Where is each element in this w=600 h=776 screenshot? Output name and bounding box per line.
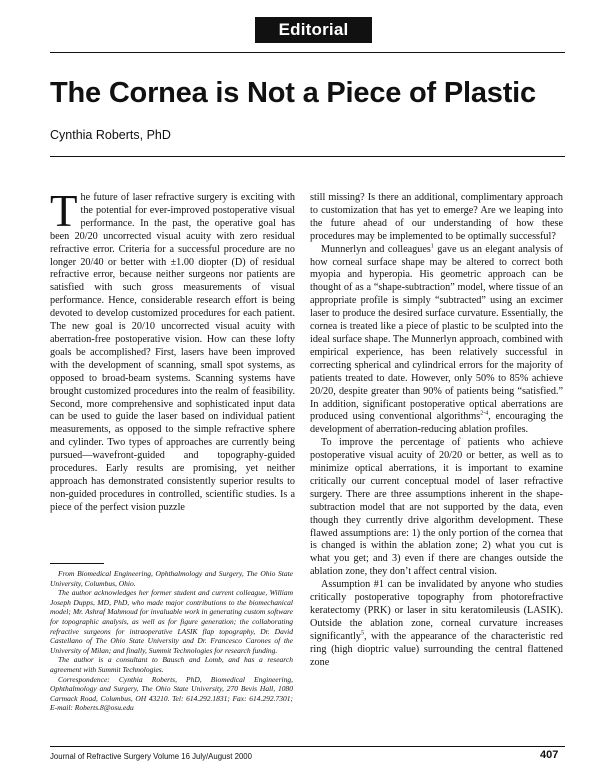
citation-1: 1	[430, 243, 434, 250]
paragraph-3: To improve the percentage of patients who achieve postoperative visual acuity of 20/20 or better, as well as to minimize optical aberrations, it is important to examine critically our current conceptual model of laser refractive surgery. There are three assumptions inherent in the shape-subtraction model that are not supported by the data, even though they currently drive algorithm development. These flawed assumptions are: 1) the only portion of the cornea that is changed is within the ablation zone; 2) what you cut is what you get; and 3) even if there are changes outside the ablation zone, they don’t affect central vision.	[310, 437, 563, 578]
p2-text-a: Munnerlyn and colleagues	[321, 243, 431, 255]
p4-text-a: Assumption #1 can be invalidated by anyone who studies critically postoperative topography from photorefractive keratectomy (PRK) or laser in situ keratomileusis (LASIK). Outside the ablation zone, corneal curvature increases significantly	[310, 579, 563, 642]
footnotes	[50, 569, 293, 713]
footnote-affiliation: From Biomedical Engineering, Ophthalmology and Surgery, The Ohio State University, Columbus, Ohio.	[50, 569, 293, 588]
drop-cap: T	[50, 186, 78, 236]
paragraph-2	[310, 244, 563, 438]
citation-5: 5	[360, 630, 364, 637]
journal-info: Journal of Refractive Surgery Volume 16 July/August 2000	[50, 752, 252, 761]
paragraph-1: still missing? Is there an additional, complimentary approach to customization that has yet to emerge? Are we leaping into the future ahead of our understanding of how these procedures may be implemented to be optimally successful?	[310, 192, 563, 242]
footnote-acknowledgment: The author acknowledges her former student and current colleague, William Joseph Dupps, MD, PhD, who made major contributions to the biomechanical model; Mr. Ashraf Mahmoud for invaluable work in generating custom software for topographic analysis, as well as for figure generation; the collaborating refractive surgeons for intraoperative LASIK flap topography, Dr. David Castellano of The Ohio State University and Dr. Francesco Carones of the University of Milan; and finally, Summit Technologies for research funding.	[50, 588, 293, 655]
title-rule	[50, 156, 565, 157]
footer-rule	[50, 746, 565, 747]
footnote-correspondence: Correspondence: Cynthia Roberts, PhD, Biomedical Engineering, Ophthalmology and Surgery, The Ohio State University, 270 Bevis Hall, 1080 Carmack Road, Columbus, OH 43210. Tel: 614.292.1831; Fax: 614.292.7301; E-mail: Roberts.8@osu.edu	[50, 674, 293, 713]
footnote-disclosure: The author is a consultant to Bausch and Lomb, and has a research agreement with Summit Technologies.	[50, 655, 293, 674]
p2-text-c: , encouraging the development of aberration-reducing ablation profiles.	[310, 411, 563, 436]
footnote-rule	[50, 563, 104, 564]
article-title: The Cornea is Not a Piece of Plastic	[50, 77, 536, 109]
right-column	[310, 192, 563, 670]
article-author: Cynthia Roberts, PhD	[50, 128, 171, 142]
header-rule	[50, 52, 565, 53]
p4-text-b: , with the appearance of the characteristic red ring (high dioptric value) surrounding the central flattened zone	[310, 630, 563, 668]
section-banner: Editorial	[255, 17, 372, 43]
left-column	[50, 186, 295, 515]
citation-2-4: 2-4	[480, 411, 489, 418]
intro-text: he future of laser refractive surgery is exciting with the potential for ever-improved postoperative visual performance. In the past, the operative goal has been 20/20 uncorrected visual acuity with zero residual refractive error. Criteria for a successful procedure are no longer 20/40 or better with ±1.00 diopter (D) of residual refractive error, because neither surgeons nor patients are satisfied with such gross measurements of visual performance. Hence, considerable research effort is being devoted to develop customized procedures for each patient. The new goal is 20/10 uncorrected visual acuity with aberration-free postoperative vision. How can these lofty goals be accomplished? First, lasers have been improved with the development of scanning, small spot systems, as opposed to broad-beam systems. Scanning systems have brought customized procedures into the realm of feasibility. Second, more comprehensive and sophisticated input data can be used to guide the laser based on individual patient measurements, as opposed to the simple refractive sphere and cylinder. Two types of approaches are currently being pursued—wavefront-guided and topography-guided procedures. Early results are promising, yet neither approach has demonstrated consistently superior results to non-guided procedures in controlled, scientific studies. Is a piece of the perfect vision puzzle	[50, 192, 295, 513]
p2-text-b: gave us an elegant analysis of how corneal surface shape may be altered to correct both myopia and hyperopia. His geometric approach can be thought of as a “shape-subtraction” model, where tissue of an appropriate profile is simply “subtracted” using an excimer laser to produce the desired surface curvature. Essentially, the cornea is treated like a piece of plastic to be sculpted into the ideal surface shape. The Munnerlyn approach, combined with empirical experience, has been relatively successful in correcting spherical and cylindrical errors for the majority of patients treated to date. However, only 50% to 85% achieve 20/20, despite greater than 90% of patients being “satisfied.” In addition, significant postoperative optical aberrations are produced using conventional algorithms	[310, 243, 563, 423]
intro-paragraph	[50, 186, 295, 515]
page-number: 407	[540, 749, 559, 761]
paragraph-4	[310, 579, 563, 669]
